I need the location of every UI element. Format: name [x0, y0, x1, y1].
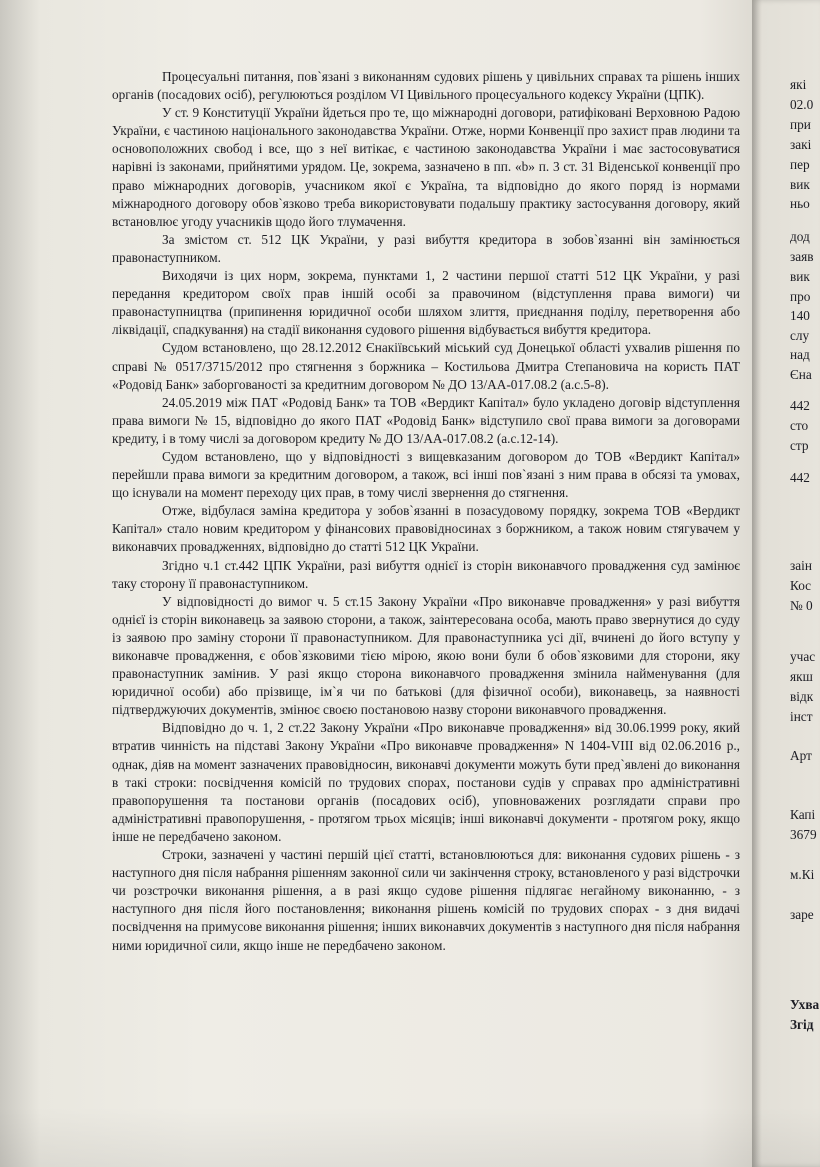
next-page-fragment: сто	[790, 418, 809, 433]
next-page-fragment: вик	[790, 269, 810, 284]
paragraph: Відповідно до ч. 1, 2 ст.22 Закону України «Про виконавче провадження» від 30.06.1999 року, який втратив чинність на підставі Закону України «Про виконавче провадження» N 1404-VIII від 02.06.2016 р., однак, діяв на момент зазначених правовідносин, виконавчі документи можуть бути пред`явлені до виконання в такі строки: посвідчення комісій по трудових спорах, постанови судів у справах про адміністративні правопорушення та постанови органів (посадових осіб), уповноважених розглядати справи про адміністративні правопорушення, - протягом трьох місяців; інші виконавчі документи - протягом року, якщо інше не передбачено законом.	[112, 720, 740, 844]
next-page-fragment: 442	[790, 470, 810, 485]
paragraph: Виходячи із цих норм, зокрема, пунктами 1, 2 частини першої статті 512 ЦК України, у разі передання кредитором своїх прав іншій особі за правочином (відступлення права вимоги) чи правонаступництва (припинення юридичної особи шляхом злиття, приєднання поділу, перетворення або ліквідації, спадкування) на стадії виконання судового рішення відбувається вибуття кредитора.	[112, 268, 740, 338]
next-page-fragment: стр	[790, 438, 809, 453]
next-page-fragment: дод	[790, 229, 810, 244]
next-page-fragment: заін	[790, 558, 812, 573]
next-page-fragment: 3679	[790, 827, 817, 842]
next-page-fragment: Згід	[790, 1017, 814, 1032]
next-page-fragment: відк	[790, 689, 814, 704]
next-page-fragment: заре	[790, 907, 814, 922]
paragraph: Судом встановлено, що 28.12.2012 Єнакіївський міський суд Донецької області ухвалив рішення по справі № 0517/3715/2012 про стягнення з боржника – Костильова Дмитра Степановича на користь ПАТ «Родовід Банк» заборгованості за кредитним договором № ДО 13/АА-017.08.2 (а.с.5-8).	[112, 340, 740, 392]
next-page-fragment: над	[790, 347, 810, 362]
next-page-fragment: м.Кі	[790, 867, 815, 882]
next-page-fragment: які	[790, 77, 807, 92]
next-page-fragment: при	[790, 117, 811, 132]
next-page-fragment: заяв	[790, 249, 814, 264]
next-page-fragment: 140	[790, 308, 810, 323]
next-page-fragment: Капі	[790, 807, 816, 822]
paragraph: Процесуальні питання, пов`язані з виконанням судових рішень у цивільних справах та рішень інших органів (посадових осіб), регулюються розділом VI Цивільного процесуального кодексу України (ЦПК).	[112, 69, 740, 103]
paragraph: Судом встановлено, що у відповідності з вищевказаним договором до ТОВ «Вердикт Капітал» перейшли права вимоги за кредитним договором, а також, всі інші пов`язані з ним права в обсязі та умовах, що існували на момент переходу цих прав, в тому числі звернення до стягнення.	[112, 448, 740, 501]
document-body	[112, 68, 740, 955]
next-page-fragment: ньо	[790, 196, 810, 211]
next-page-fragment: вик	[790, 177, 810, 192]
next-page-fragment: 02.0	[790, 97, 814, 112]
paragraph: У відповідності до вимог ч. 5 ст.15 Закону України «Про виконавче провадження» у разі вибуття однієї із сторін виконавець за заявою сторони, а також, заінтересована особа, мають право звернутися до суду із заявою про заміну сторони її правонаступником. Для правонаступника усі дії, вчинені до його вступу у виконавче провадження, є обов`язковими тією мірою, якою вони були б обов`язковими для сторони, яку правонаступник замінив. У разі якщо сторона виконавчого провадження змінила найменування (для юридичної особи) або прізвище, ім`я чи по батькові (для фізичної особи), виконавець, за наявності підтверджуючих документів, змінює своєю постановою назву сторони виконавчого провадження.	[112, 593, 740, 718]
paragraph: За змістом ст. 512 ЦК України, у разі вибуття кредитора в зобов`язанні він замінюється правонаступником.	[112, 231, 740, 265]
paragraph: Строки, зазначені у частині першій цієї статті, встановлюються для: виконання судових рішень - з наступного дня після набрання рішенням законної сили чи закінчення строку, встановленого у разі відстрочки чи розстрочки виконання рішення, а в разі якщо судове рішення підлягає негайному виконанню, - з наступного дня після його постановлення; виконання рішень комісій по трудових спорах - з дня видачі посвідчення на примусове виконання рішення; інших виконавчих документів з наступного дня після набрання ними юридичної сили, якщо інше не передбачено законом.	[112, 847, 740, 953]
next-page-fragment: пер	[790, 157, 810, 172]
next-page-fragment: № 0	[790, 598, 813, 613]
next-page-fragment: 442	[790, 398, 810, 413]
next-page-fragment: Арт	[790, 748, 812, 763]
paragraph: 24.05.2019 між ПАТ «Родовід Банк» та ТОВ «Вердикт Капітал» було укладено договір відступлення права вимоги № 15, відповідно до якого ПАТ «Родовід Банк» відступило свої права вимоги за договорами кредиту, і в тому числі за договором кредиту № ДО 13/АА-017.08.2 (а.с.12-14).	[112, 394, 740, 446]
paragraph: У ст. 9 Конституції України йдеться про те, що міжнародні договори, ратифіковані Верховною Радою України, є частиною національного законодавства України. Отже, норми Конвенції про захист прав людини та основоположних свобод і все, що з неї витікає, є частиною законодавства України і має застосовуватися нарівні із законами, прийнятими урядом. Це, зокрема, зазначено в пп. «b» п. 3 ст. 31 Віденської конвенції про право міжнародних договорів, учасником якої є Україна, та відповідно до якого поряд із нормами міжнародного договору обов`язково треба використовувати подальшу практику застосування договору, який встановлює угоду учасників щодо його тлумачення.	[112, 105, 740, 229]
next-page-fragment: якш	[790, 669, 813, 684]
paragraph: Отже, відбулася заміна кредитора у зобов`язанні в позасудовому порядку, зокрема ТОВ «Вердикт Капітал» стало новим кредитором у фінансових правовідносинах з боржником, а також новим стягувачем у виконавчих провадженнях, відповідно до статті 512 ЦК України.	[112, 503, 740, 555]
next-page-fragment: Ухва	[790, 997, 820, 1012]
next-page-fragment: про	[790, 289, 811, 304]
next-page-fragment: слу	[790, 328, 810, 343]
next-page-fragment: інст	[790, 709, 813, 724]
next-page-fragment: закі	[790, 137, 812, 152]
paragraph: Згідно ч.1 ст.442 ЦПК України, разі вибуття однієї із сторін виконавчого провадження суд замінює таку сторону її правонаступником.	[112, 557, 740, 591]
next-page-fragment: учас	[790, 649, 816, 664]
next-page-fragment: Кос	[790, 578, 812, 593]
next-page-fragment: Єна	[790, 367, 812, 382]
